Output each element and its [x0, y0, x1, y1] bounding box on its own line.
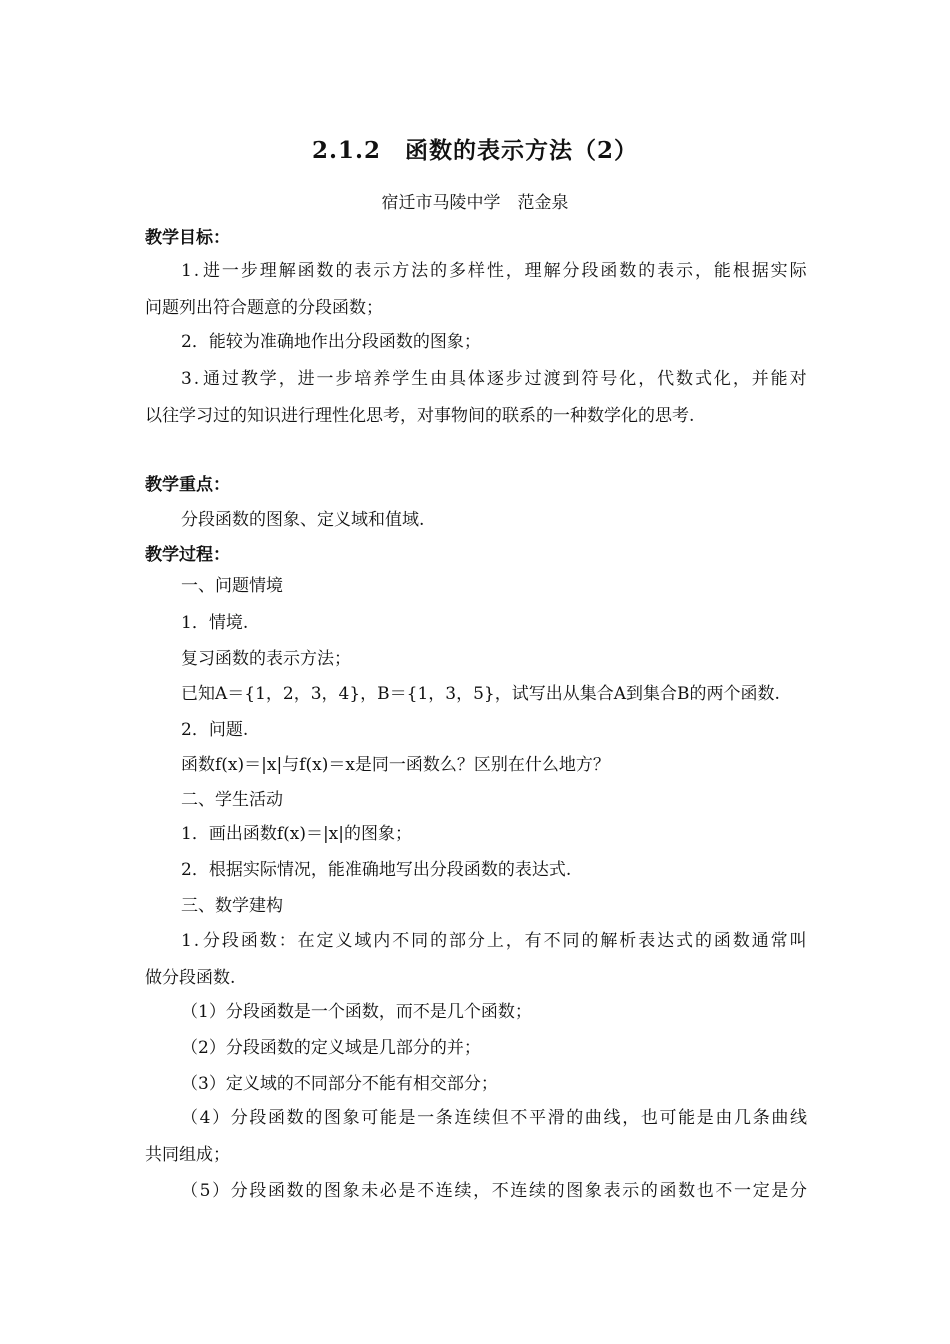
- heading-goals: 教学目标：: [145, 228, 230, 248]
- section-2-item-1: 1．画出函数f(x)＝|x|的图象；: [181, 824, 413, 844]
- section-1-exercise: 已知A＝{1，2，3，4}，B＝{1，3，5}，试写出从集合A到集合B的两个函数.: [181, 684, 780, 704]
- goal-3-line-2: 以往学习过的知识进行理性化思考，对事物间的联系的一种数学化的思考.: [145, 406, 695, 426]
- section-1-review: 复习函数的表示方法；: [181, 649, 351, 669]
- property-2: （2）分段函数的定义域是几部分的并；: [181, 1038, 481, 1058]
- section-1-question: 函数f(x)＝|x|与f(x)＝x是同一函数么？区别在什么地方？: [181, 755, 610, 775]
- goal-1-line-1: 1 . 进 一 步 理 解 函 数 的 表 示 方 法 的 多 样 性 ， 理 解 分 段 函 数 的 表 示 ， 能 根 据 实 际: [181, 261, 807, 281]
- definition-line-1: 1 . 分 段 函 数 ： 在 定 义 域 内 不 同 的 部 分 上 ， 有 不 同 的 解 析 表 达 式 的 函 数 通 常 叫: [181, 931, 807, 951]
- heading-process: 教学过程：: [145, 545, 230, 565]
- section-3-heading: 三、数学建构: [181, 896, 283, 916]
- section-2-item-2: 2．根据实际情况，能准确地写出分段函数的表达式.: [181, 860, 572, 880]
- focus-text: 分段函数的图象、定义域和值域.: [181, 510, 425, 530]
- heading-focus: 教学重点：: [145, 475, 230, 495]
- section-1-heading: 一、问题情境: [181, 576, 283, 596]
- goal-2: 2．能较为准确地作出分段函数的图象；: [181, 332, 481, 352]
- section-1-item-2: 2．问题.: [181, 720, 249, 740]
- property-5-line-1: （ 5 ） 分 段 函 数 的 图 象 未 必 是 不 连 续 ， 不 连 续 的 图 象 表 示 的 函 数 也 不 一 定 是 分: [181, 1181, 807, 1201]
- property-1: （1）分段函数是一个函数，而不是几个函数；: [181, 1002, 532, 1022]
- section-1-item-1: 1．情境.: [181, 613, 249, 633]
- property-3: （3）定义域的不同部分不能有相交部分；: [181, 1074, 498, 1094]
- definition-line-2: 做分段函数.: [145, 968, 236, 988]
- author-line: 宿迁市马陵中学 范金泉: [381, 193, 569, 213]
- section-2-heading: 二、学生活动: [181, 790, 283, 810]
- goal-3-line-1: 3 . 通 过 教 学 ， 进 一 步 培 养 学 生 由 具 体 逐 步 过 渡 到 符 号 化 ， 代 数 式 化 ， 并 能 对: [181, 369, 807, 389]
- page-title: 2.1.2 函数的表示方法（2）: [311, 137, 639, 164]
- property-4-line-1: （ 4 ） 分 段 函 数 的 图 象 可 能 是 一 条 连 续 但 不 平 滑 的 曲 线 ， 也 可 能 是 由 几 条 曲 线: [181, 1108, 807, 1128]
- property-4-line-2: 共同组成；: [145, 1145, 230, 1165]
- goal-1-line-2: 问题列出符合题意的分段函数；: [145, 298, 383, 318]
